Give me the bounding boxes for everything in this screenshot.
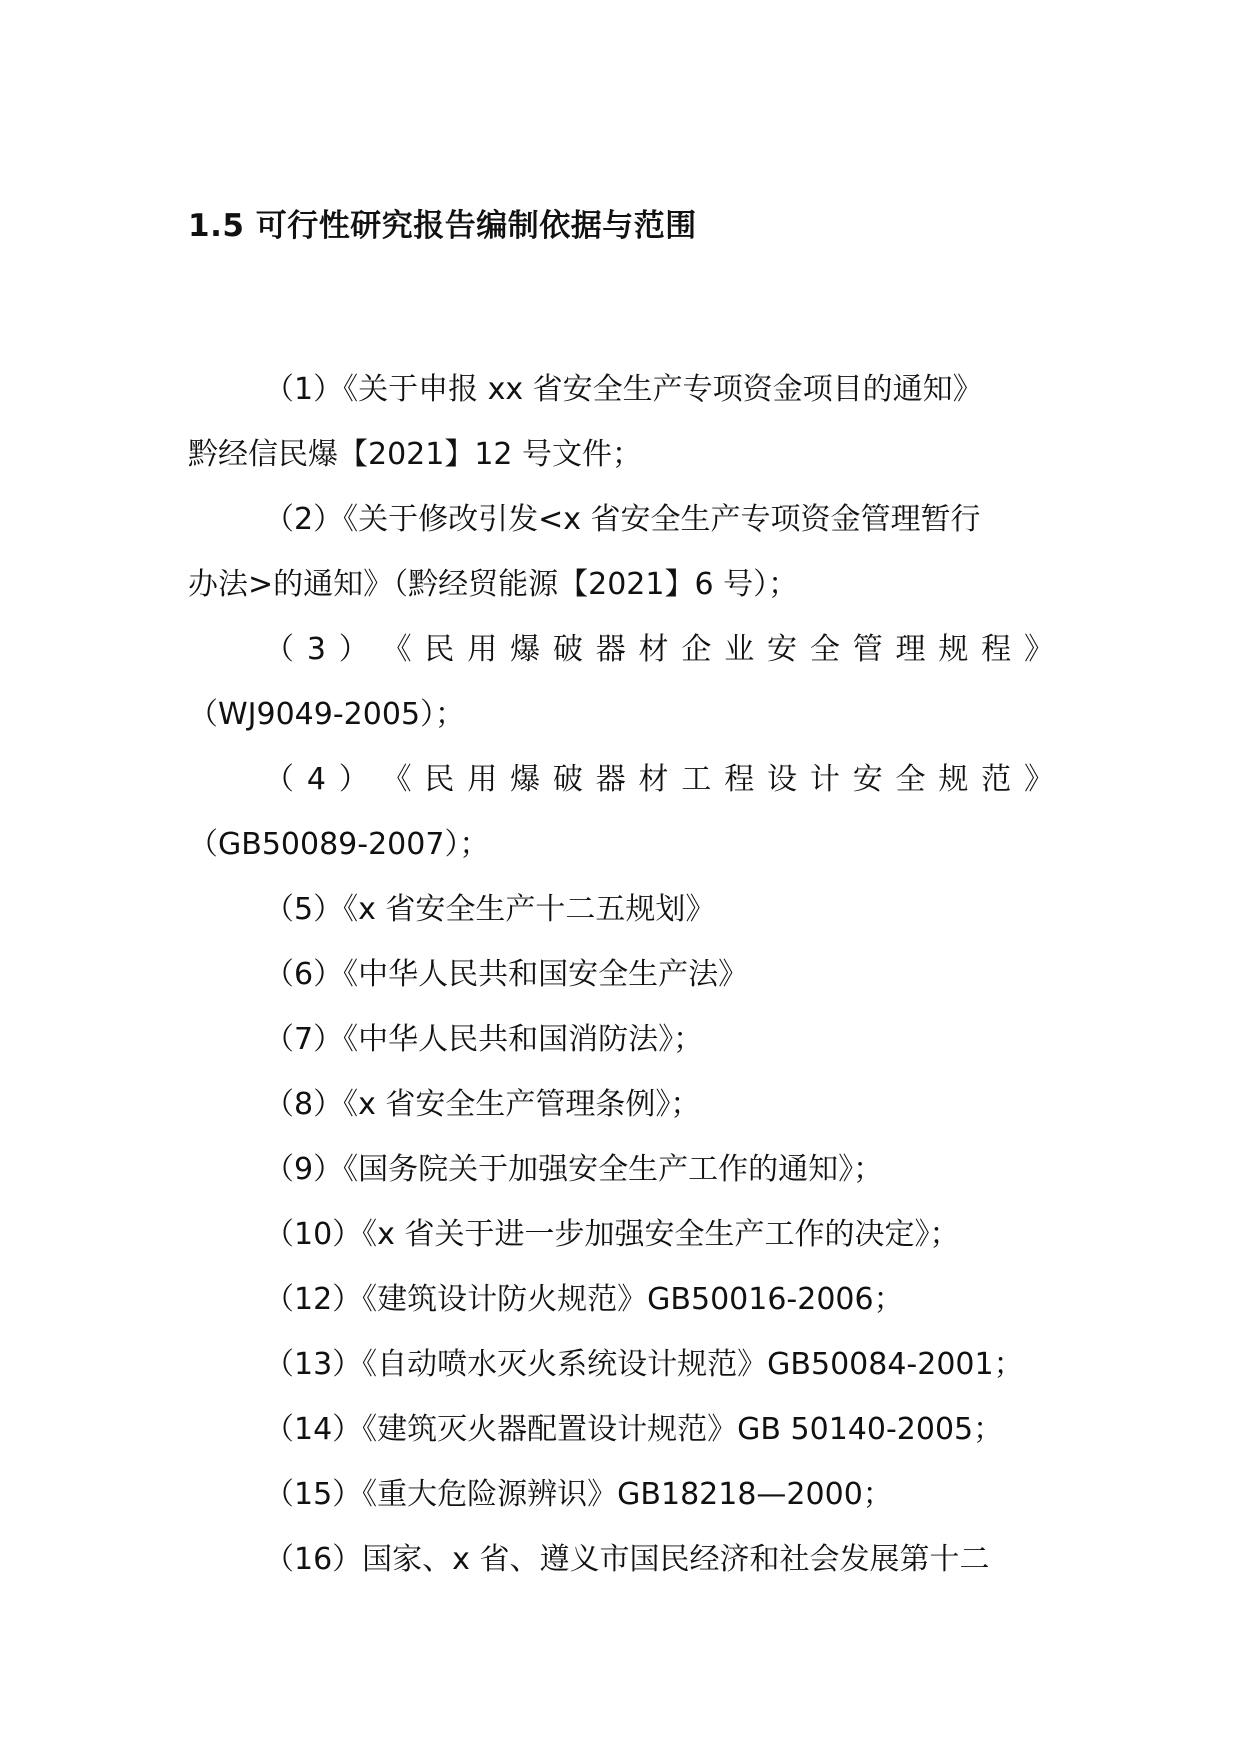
char-token: 安 [852, 762, 883, 797]
char-token: 安 [767, 632, 798, 667]
char-token: 工 [681, 762, 712, 797]
char-token: 材 [638, 762, 669, 797]
char-token: 全 [809, 632, 840, 667]
char-token: 程 [981, 632, 1012, 667]
list-item-8: （8）《x 省安全生产管理条例》； [264, 1087, 701, 1122]
char-token: 管 [852, 632, 883, 667]
char-token: 计 [809, 762, 840, 797]
list-item-16: （16）国家、x 省、遵义市国民经济和社会发展第十二 [264, 1542, 990, 1577]
char-token: （ [264, 762, 294, 797]
list-item-14: （14）《建筑灭火器配置设计规范》GB 50140-2005； [264, 1412, 1004, 1447]
char-token: 3 [306, 632, 326, 667]
list-item-1: （1）《关于申报 xx 省安全生产专项资金项目的通知》 [264, 372, 983, 407]
char-token: 设 [767, 762, 798, 797]
list-item-12: （12）《建筑设计防火规范》GB50016-2006； [264, 1282, 904, 1317]
list-item-4-continuation: （GB50089-2007）； [188, 827, 490, 862]
char-token: 《 [381, 632, 412, 667]
char-token: 破 [552, 632, 583, 667]
char-token: 材 [638, 632, 669, 667]
char-token: 全 [895, 762, 926, 797]
char-token: 用 [467, 762, 498, 797]
list-item-2-continuation: 办法>的通知》（黔经贸能源【2021】6 号）； [188, 567, 799, 602]
section-heading: 1.5 可行性研究报告编制依据与范围 [188, 208, 697, 244]
char-token: 用 [467, 632, 498, 667]
list-item-6: （6）《中华人民共和国安全生产法》 [264, 957, 749, 992]
char-token: ） [338, 762, 369, 797]
char-token: 程 [724, 762, 755, 797]
char-token: 民 [424, 762, 455, 797]
list-item-5: （5）《x 省安全生产十二五规划》 [264, 892, 716, 927]
char-token: （ [264, 632, 294, 667]
char-token: 《 [381, 762, 412, 797]
char-token: 4 [306, 762, 326, 797]
list-item-15: （15）《重大危险源辨识》GB18218—2000； [264, 1477, 893, 1512]
char-token: 规 [938, 632, 969, 667]
list-item-7: （7）《中华人民共和国消防法》； [264, 1022, 704, 1057]
list-item-13: （13）《自动喷水灭火系统设计规范》GB50084-2001； [264, 1347, 1024, 1382]
char-token: 爆 [510, 632, 541, 667]
list-item-1-continuation: 黔经信民爆【2021】12 号文件； [188, 437, 643, 472]
char-token: 》 [1024, 762, 1054, 797]
list-item-3 [188, 617, 1054, 682]
list-item-2: （2）《关于修改引发<x 省安全生产专项资金管理暂行 [264, 502, 981, 537]
char-token: 器 [595, 632, 626, 667]
char-token: 范 [981, 762, 1012, 797]
list-item-10: （10）《x 省关于进一步加强安全生产工作的决定》； [264, 1217, 960, 1252]
list-item-3-continuation: （WJ9049-2005）； [188, 697, 466, 732]
char-token: ） [338, 632, 369, 667]
char-token: 破 [552, 762, 583, 797]
char-token: 民 [424, 632, 455, 667]
char-token: 企 [681, 632, 712, 667]
list-item-4 [188, 747, 1054, 812]
char-token: 》 [1024, 632, 1054, 667]
char-token: 器 [595, 762, 626, 797]
char-token: 规 [938, 762, 969, 797]
char-token: 业 [724, 632, 755, 667]
reference-list [188, 357, 1054, 1592]
list-item-9: （9）《国务院关于加强安全生产工作的通知》； [264, 1152, 884, 1187]
char-token: 爆 [510, 762, 541, 797]
char-token: 理 [895, 632, 926, 667]
